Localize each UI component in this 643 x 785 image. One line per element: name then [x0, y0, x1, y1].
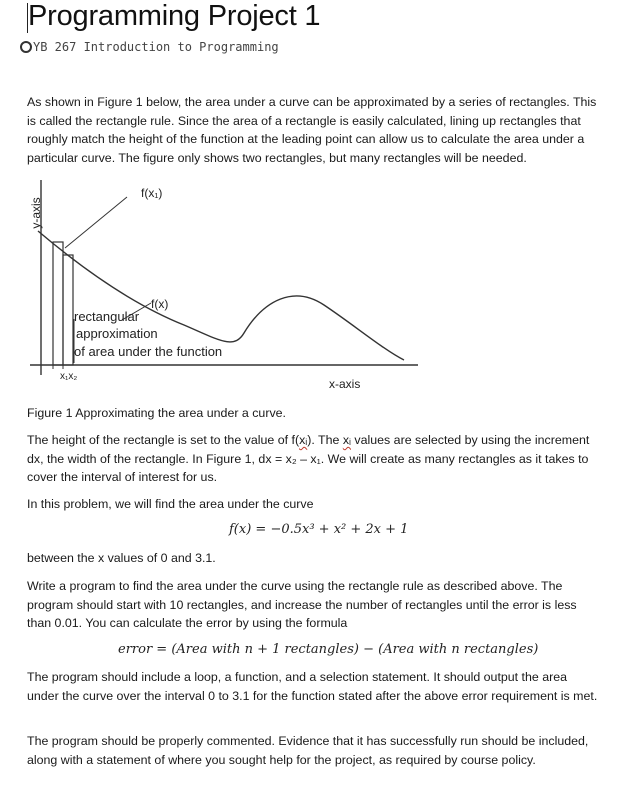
function-equation: f(x) = −0.5x³ + x² + 2x + 1	[229, 522, 409, 537]
error-formula: error = (Area with n + 1 rectangles) − (Area with n rectangles)	[118, 642, 539, 657]
height-text-c: values are selected by using the increment dx, the width of the rectangle. In Figure 1, dx = x₂ – x₁. We will create as many rectangles as it takes to cover the interval of interest for us.	[27, 433, 590, 484]
rectangle-2	[63, 255, 73, 365]
fx1-label: f(x₁)	[141, 186, 163, 200]
rectangle-1	[53, 242, 63, 365]
loop-paragraph: The program should include a loop, a function, and a selection statement. It should output the area under the curve over the interval 0 to 3.1 for the function stated after the above error requirement is met.	[27, 670, 598, 703]
course-subtitle: YB 267 Introduction to Programming	[33, 40, 279, 54]
annotation-line-2: approximation	[76, 326, 158, 341]
interval-text: between the x values of 0 and 3.1.	[27, 551, 216, 565]
fx1-pointer-line	[65, 197, 127, 248]
height-text-b: ). The	[307, 433, 343, 447]
y-axis-label: y-axis	[29, 197, 43, 229]
height-paragraph	[27, 431, 602, 487]
figure-1	[24, 175, 424, 397]
x-axis-label: x-axis	[329, 377, 361, 391]
x-ticks-label: x₁x₂	[60, 371, 78, 382]
xi-term: xᵢ	[299, 433, 308, 447]
annotation-line-1: rectangular	[74, 309, 140, 324]
circle-bullet-icon	[20, 41, 32, 53]
problem-intro: In this problem, we will find the area under the curve	[27, 497, 314, 511]
intro-paragraph: As shown in Figure 1 below, the area under a curve can be approximated by a series of rectangles. This is called the rectangle rule. Since the area of a rectangle is easily calculated, lining up rectangles that roughly match the height of the function at the leading point can allow us to calculate the area under a particular curve. The figure only shows two rectangles, but many rectangles will be needed.	[27, 95, 597, 165]
xi-term-2: xᵢ	[342, 433, 351, 447]
page-title: Programming Project 1	[28, 0, 321, 32]
height-text-a: The height of the rectangle is set to the value of f(	[27, 433, 300, 447]
comment-paragraph: The program should be properly commented. Evidence that it has successfully run should be included, along with a statement of where you sought help for the project, as required by course policy.	[27, 734, 589, 767]
subtitle-row	[20, 38, 279, 56]
figure-caption: Figure 1 Approximating the area under a curve.	[27, 406, 286, 420]
write-program-paragraph: Write a program to find the area under the curve using the rectangle rule as described above. The program should start with 10 rectangles, and increase the number of rectangles until the error is less than 0.01. You can calculate the error by using the formula	[27, 579, 577, 630]
annotation-line-3: of area under the function	[74, 344, 223, 359]
fx-label: f(x)	[151, 297, 169, 311]
